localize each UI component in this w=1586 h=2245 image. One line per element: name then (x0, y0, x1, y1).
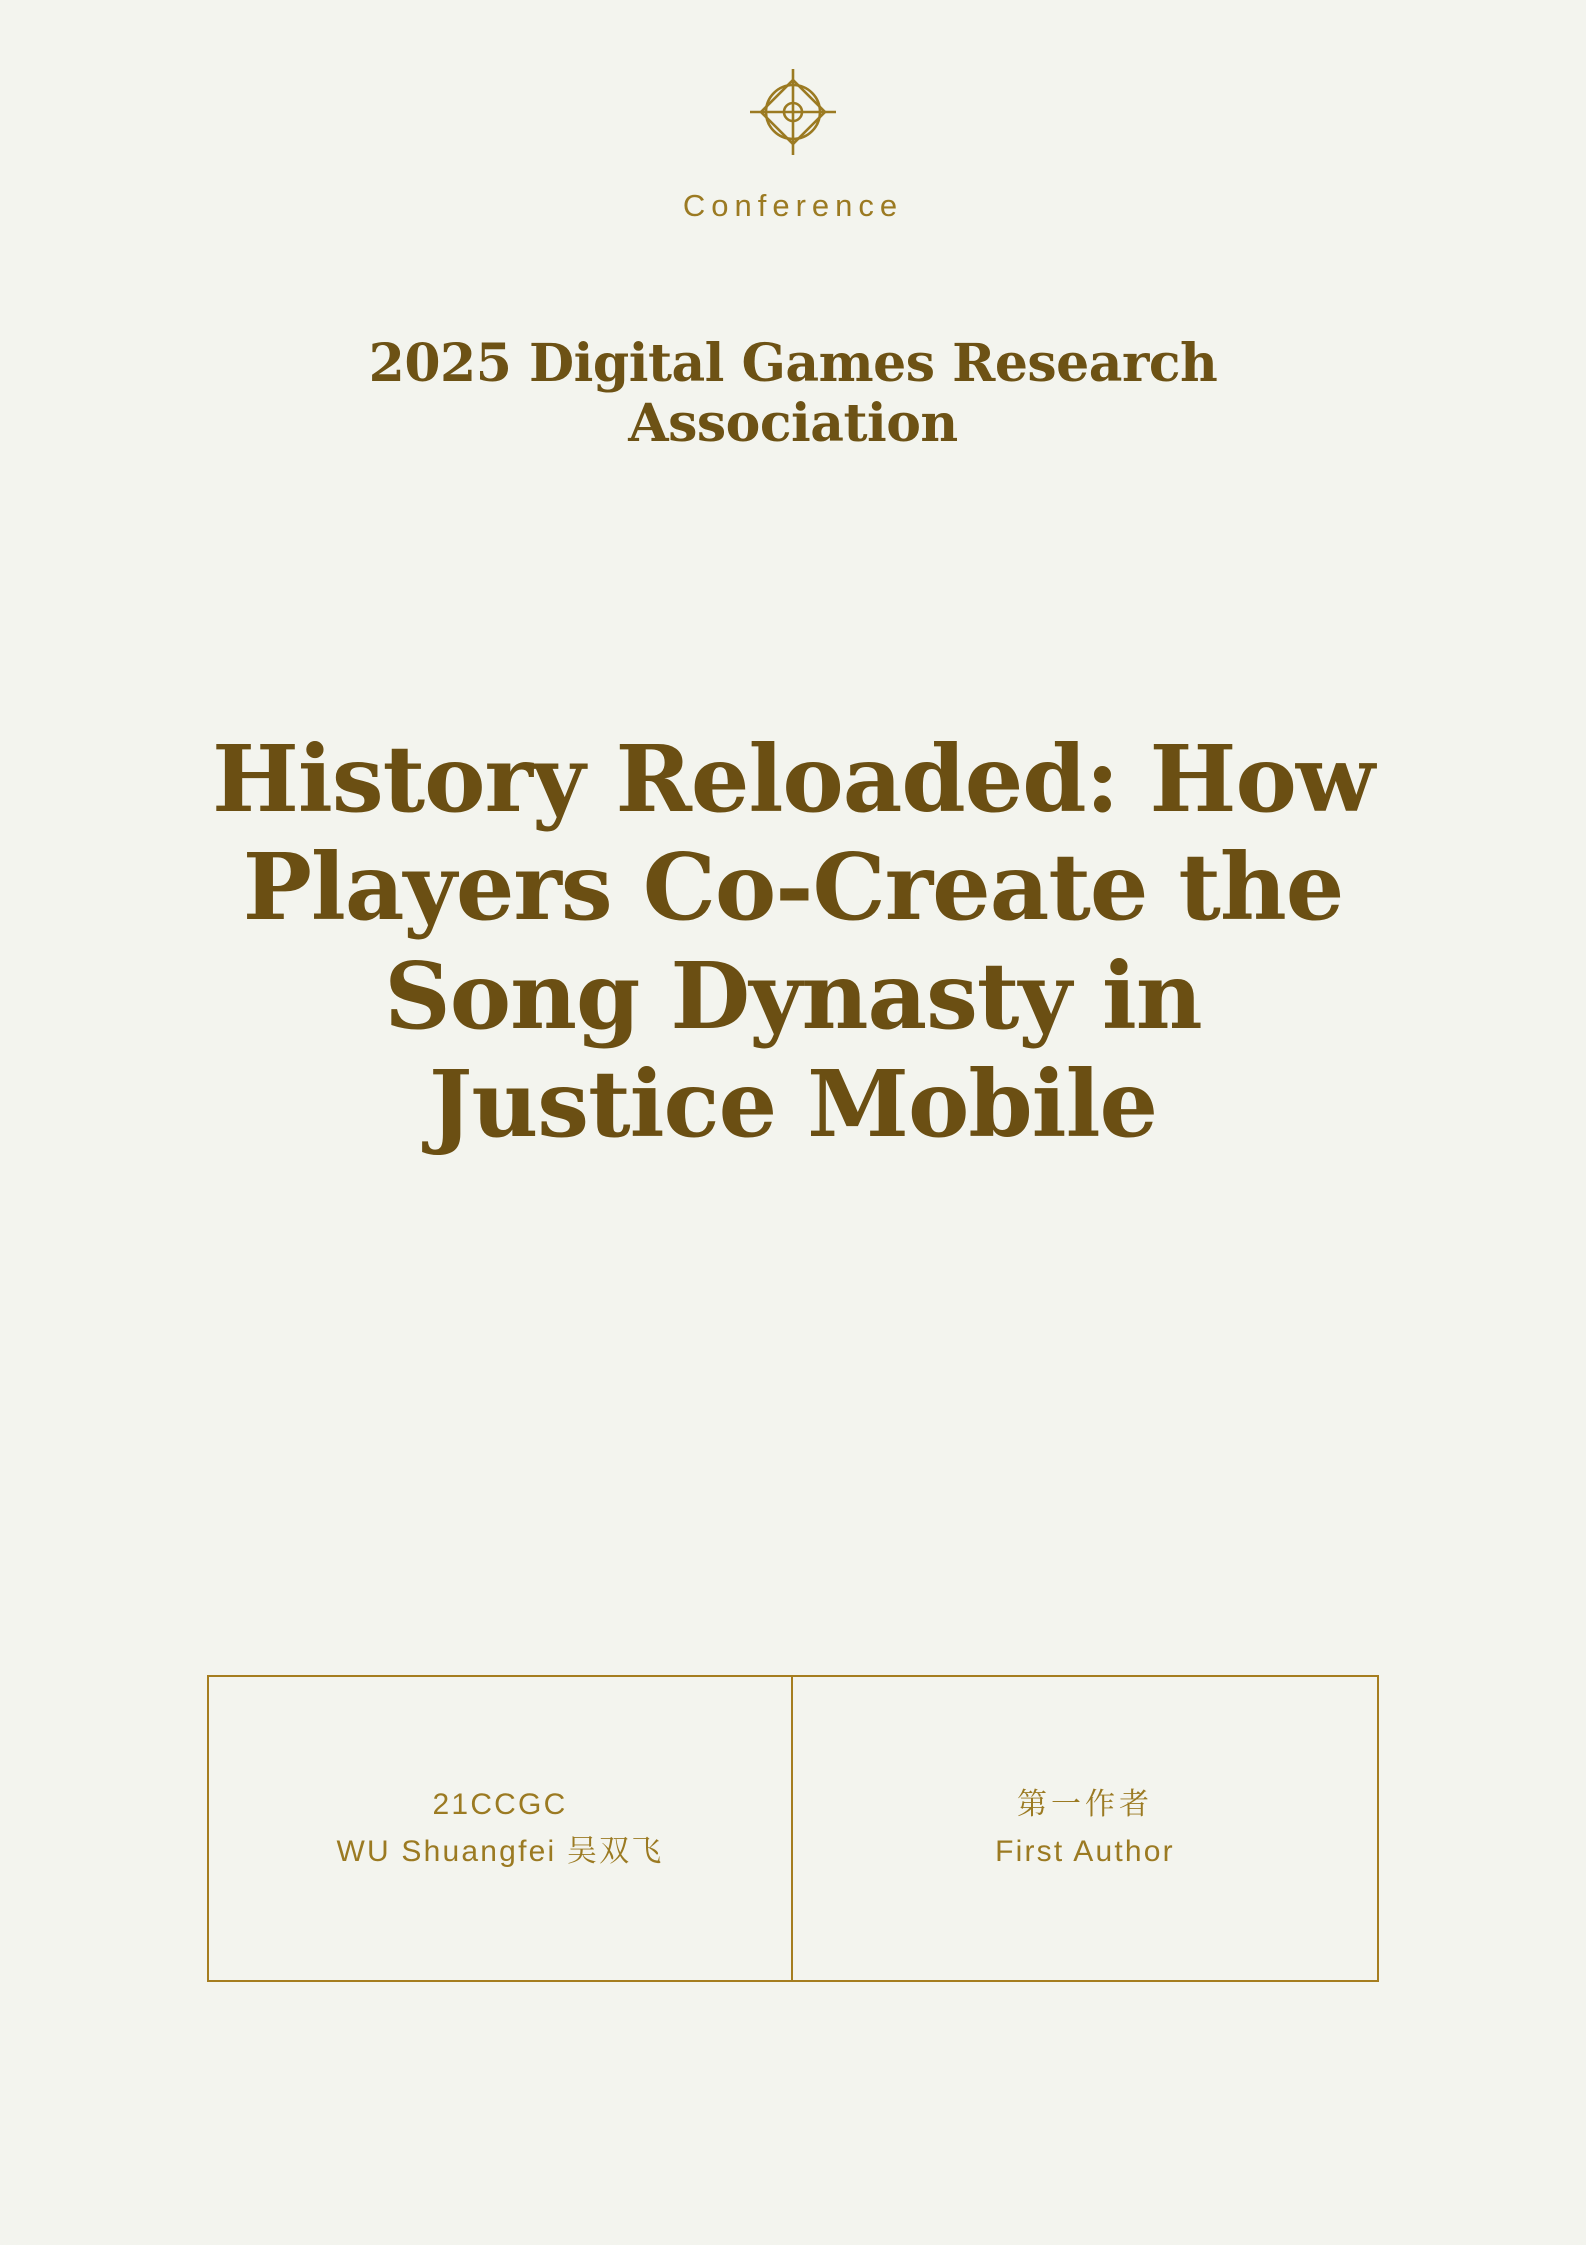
eyebrow-label: Conference (682, 188, 904, 223)
page-title: History Reloaded: How Players Co-Create the Song Dynasty in Justice Mobile (211, 724, 1375, 1159)
diamond-circle-emblem-icon (741, 60, 845, 164)
author-cell-role (793, 1677, 1377, 1980)
author-cell-primary (209, 1677, 793, 1980)
author-table (207, 1675, 1379, 1982)
conference-name: 2025 Digital Games Research Association (368, 333, 1218, 455)
author-name: WU Shuangfei 吴双飞 (336, 1834, 664, 1868)
author-code: 21CCGC (432, 1788, 568, 1821)
author-role-en: First Author (995, 1834, 1175, 1868)
author-role-cjk: 第一作者 (1017, 1788, 1153, 1821)
logo (741, 60, 845, 164)
